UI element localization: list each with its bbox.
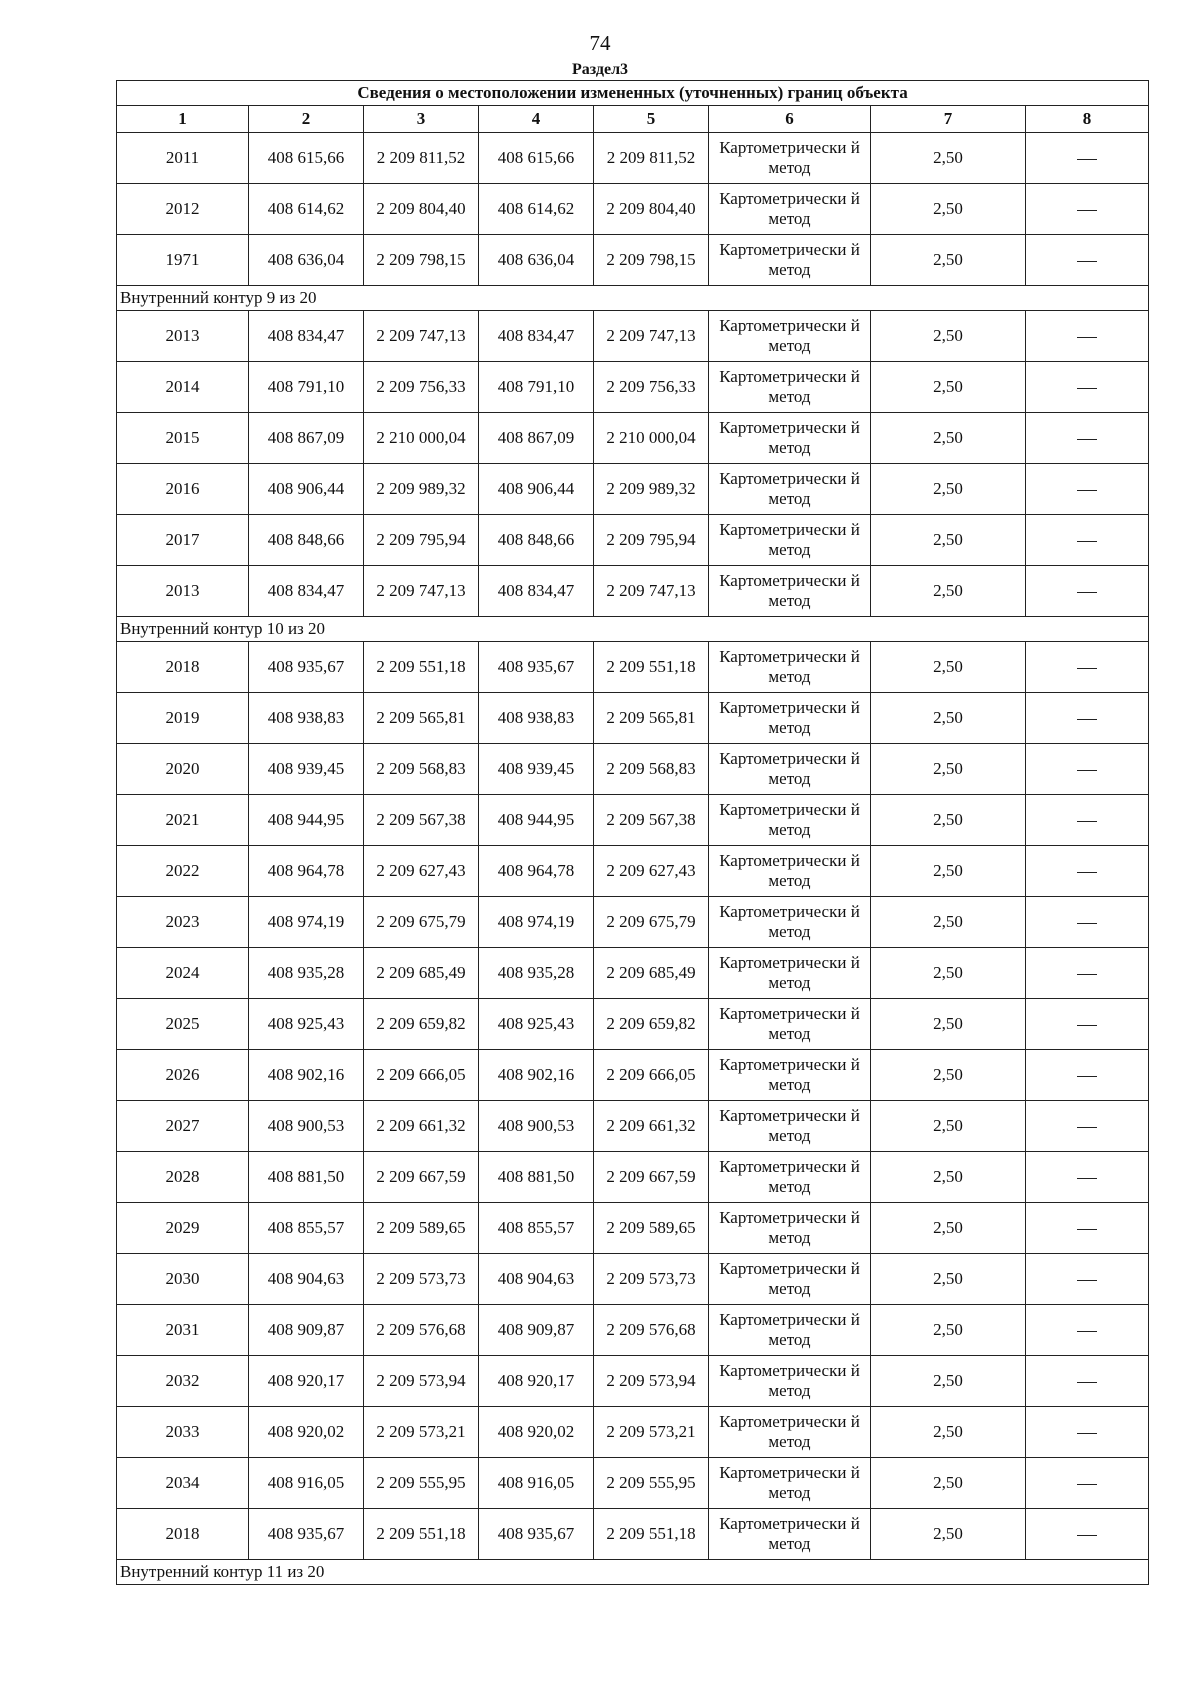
y-coordinate-cell: 2 209 567,38 (594, 795, 709, 846)
description-cell (1026, 1101, 1149, 1152)
y-coordinate-cell: 2 209 565,81 (364, 693, 479, 744)
y-coordinate-cell: 2 209 667,59 (364, 1152, 479, 1203)
contour-label-row (117, 617, 1149, 642)
x-coordinate-cell: 408 964,78 (249, 846, 364, 897)
x-coordinate-cell: 408 848,66 (249, 515, 364, 566)
x-coordinate-cell: 408 881,50 (249, 1152, 364, 1203)
point-number-cell: 2033 (117, 1407, 249, 1458)
table-row (117, 1509, 1149, 1560)
contour-label: Внутренний контур 10 из 20 (117, 617, 1149, 642)
table-row (117, 948, 1149, 999)
x-coordinate-cell: 408 848,66 (479, 515, 594, 566)
table-row (117, 133, 1149, 184)
point-number-cell: 2012 (117, 184, 249, 235)
point-number-cell: 2013 (117, 311, 249, 362)
dash-mark (1077, 388, 1097, 389)
x-coordinate-cell: 408 902,16 (479, 1050, 594, 1101)
method-cell: Картометрически й метод (709, 1407, 871, 1458)
x-coordinate-cell: 408 920,17 (249, 1356, 364, 1407)
x-coordinate-cell: 408 935,28 (249, 948, 364, 999)
table-row (117, 413, 1149, 464)
y-coordinate-cell: 2 209 811,52 (594, 133, 709, 184)
dash-mark (1077, 1382, 1097, 1383)
x-coordinate-cell: 408 855,57 (249, 1203, 364, 1254)
y-coordinate-cell: 2 209 756,33 (594, 362, 709, 413)
description-cell (1026, 1407, 1149, 1458)
description-cell (1026, 362, 1149, 413)
point-number-cell: 2022 (117, 846, 249, 897)
y-coordinate-cell: 2 209 989,32 (594, 464, 709, 515)
accuracy-cell: 2,50 (871, 515, 1026, 566)
point-number-cell: 2018 (117, 642, 249, 693)
y-coordinate-cell: 2 209 666,05 (594, 1050, 709, 1101)
column-number: 6 (709, 106, 871, 133)
dash-mark (1077, 337, 1097, 338)
x-coordinate-cell: 408 939,45 (479, 744, 594, 795)
accuracy-cell: 2,50 (871, 413, 1026, 464)
x-coordinate-cell: 408 916,05 (479, 1458, 594, 1509)
x-coordinate-cell: 408 904,63 (249, 1254, 364, 1305)
point-number-cell: 2016 (117, 464, 249, 515)
description-cell (1026, 693, 1149, 744)
description-cell (1026, 1203, 1149, 1254)
y-coordinate-cell: 2 209 565,81 (594, 693, 709, 744)
x-coordinate-cell: 408 920,17 (479, 1356, 594, 1407)
point-number-cell: 2023 (117, 897, 249, 948)
x-coordinate-cell: 408 935,28 (479, 948, 594, 999)
dash-mark (1077, 719, 1097, 720)
method-cell: Картометрически й метод (709, 846, 871, 897)
accuracy-cell: 2,50 (871, 846, 1026, 897)
dash-mark (1077, 974, 1097, 975)
y-coordinate-cell: 2 209 551,18 (594, 1509, 709, 1560)
dash-mark (1077, 1535, 1097, 1536)
method-cell: Картометрически й метод (709, 1509, 871, 1560)
method-cell: Картометрически й метод (709, 999, 871, 1050)
accuracy-cell: 2,50 (871, 1254, 1026, 1305)
table-row (117, 693, 1149, 744)
y-coordinate-cell: 2 209 589,65 (594, 1203, 709, 1254)
x-coordinate-cell: 408 925,43 (249, 999, 364, 1050)
accuracy-cell: 2,50 (871, 693, 1026, 744)
y-coordinate-cell: 2 209 661,32 (594, 1101, 709, 1152)
table-row (117, 515, 1149, 566)
accuracy-cell: 2,50 (871, 311, 1026, 362)
x-coordinate-cell: 408 900,53 (479, 1101, 594, 1152)
dash-mark (1077, 1484, 1097, 1485)
y-coordinate-cell: 2 209 576,68 (594, 1305, 709, 1356)
dash-mark (1077, 159, 1097, 160)
x-coordinate-cell: 408 834,47 (249, 566, 364, 617)
x-coordinate-cell: 408 906,44 (479, 464, 594, 515)
method-cell: Картометрически й метод (709, 184, 871, 235)
description-cell (1026, 1254, 1149, 1305)
x-coordinate-cell: 408 881,50 (479, 1152, 594, 1203)
table-row (117, 1203, 1149, 1254)
x-coordinate-cell: 408 867,09 (249, 413, 364, 464)
x-coordinate-cell: 408 834,47 (479, 566, 594, 617)
point-number-cell: 2029 (117, 1203, 249, 1254)
x-coordinate-cell: 408 974,19 (479, 897, 594, 948)
boundary-coordinates-table (116, 80, 1149, 1585)
y-coordinate-cell: 2 209 567,38 (364, 795, 479, 846)
accuracy-cell: 2,50 (871, 184, 1026, 235)
dash-mark (1077, 261, 1097, 262)
method-cell: Картометрически й метод (709, 1254, 871, 1305)
accuracy-cell: 2,50 (871, 1305, 1026, 1356)
description-cell (1026, 235, 1149, 286)
point-number-cell: 2024 (117, 948, 249, 999)
dash-mark (1077, 1076, 1097, 1077)
x-coordinate-cell: 408 938,83 (249, 693, 364, 744)
x-coordinate-cell: 408 920,02 (479, 1407, 594, 1458)
method-cell: Картометрически й метод (709, 566, 871, 617)
y-coordinate-cell: 2 209 568,83 (594, 744, 709, 795)
description-cell (1026, 846, 1149, 897)
dash-mark (1077, 1025, 1097, 1026)
accuracy-cell: 2,50 (871, 1101, 1026, 1152)
y-coordinate-cell: 2 209 747,13 (364, 311, 479, 362)
point-number-cell: 2014 (117, 362, 249, 413)
method-cell: Картометрически й метод (709, 948, 871, 999)
y-coordinate-cell: 2 209 573,73 (594, 1254, 709, 1305)
dash-mark (1077, 872, 1097, 873)
accuracy-cell: 2,50 (871, 1152, 1026, 1203)
accuracy-cell: 2,50 (871, 1203, 1026, 1254)
point-number-cell: 2017 (117, 515, 249, 566)
description-cell (1026, 1356, 1149, 1407)
accuracy-cell: 2,50 (871, 566, 1026, 617)
dash-mark (1077, 821, 1097, 822)
column-number: 1 (117, 106, 249, 133)
section-title: Раздел3 (571, 61, 629, 78)
y-coordinate-cell: 2 209 675,79 (594, 897, 709, 948)
y-coordinate-cell: 2 209 666,05 (364, 1050, 479, 1101)
y-coordinate-cell: 2 209 573,21 (594, 1407, 709, 1458)
y-coordinate-cell: 2 209 811,52 (364, 133, 479, 184)
contour-label: Внутренний контур 9 из 20 (117, 286, 1149, 311)
x-coordinate-cell: 408 900,53 (249, 1101, 364, 1152)
x-coordinate-cell: 408 834,47 (249, 311, 364, 362)
y-coordinate-cell: 2 209 555,95 (594, 1458, 709, 1509)
point-number-cell: 2032 (117, 1356, 249, 1407)
column-number-row (117, 106, 1149, 133)
x-coordinate-cell: 408 920,02 (249, 1407, 364, 1458)
y-coordinate-cell: 2 209 667,59 (594, 1152, 709, 1203)
table-row (117, 1356, 1149, 1407)
description-cell (1026, 795, 1149, 846)
x-coordinate-cell: 408 909,87 (249, 1305, 364, 1356)
point-number-cell: 1971 (117, 235, 249, 286)
dash-mark (1077, 439, 1097, 440)
table-row (117, 795, 1149, 846)
point-number-cell: 2034 (117, 1458, 249, 1509)
description-cell (1026, 566, 1149, 617)
point-number-cell: 2019 (117, 693, 249, 744)
method-cell: Картометрически й метод (709, 133, 871, 184)
x-coordinate-cell: 408 636,04 (479, 235, 594, 286)
y-coordinate-cell: 2 209 747,13 (594, 311, 709, 362)
accuracy-cell: 2,50 (871, 642, 1026, 693)
y-coordinate-cell: 2 210 000,04 (594, 413, 709, 464)
accuracy-cell: 2,50 (871, 464, 1026, 515)
dash-mark (1077, 1280, 1097, 1281)
accuracy-cell: 2,50 (871, 1509, 1026, 1560)
y-coordinate-cell: 2 209 756,33 (364, 362, 479, 413)
x-coordinate-cell: 408 867,09 (479, 413, 594, 464)
accuracy-cell: 2,50 (871, 1050, 1026, 1101)
y-coordinate-cell: 2 209 573,21 (364, 1407, 479, 1458)
table-row (117, 1152, 1149, 1203)
x-coordinate-cell: 408 855,57 (479, 1203, 594, 1254)
point-number-cell: 2027 (117, 1101, 249, 1152)
y-coordinate-cell: 2 209 573,73 (364, 1254, 479, 1305)
table-row (117, 184, 1149, 235)
accuracy-cell: 2,50 (871, 235, 1026, 286)
dash-mark (1077, 210, 1097, 211)
method-cell: Картометрически й метод (709, 744, 871, 795)
dash-mark (1077, 1127, 1097, 1128)
table-row (117, 897, 1149, 948)
y-coordinate-cell: 2 209 551,18 (364, 1509, 479, 1560)
dash-mark (1077, 1178, 1097, 1179)
y-coordinate-cell: 2 209 659,82 (594, 999, 709, 1050)
y-coordinate-cell: 2 209 747,13 (364, 566, 479, 617)
page-number: 74 (589, 31, 611, 55)
contour-label-row (117, 1560, 1149, 1585)
dash-mark (1077, 668, 1097, 669)
description-cell (1026, 948, 1149, 999)
y-coordinate-cell: 2 209 798,15 (364, 235, 479, 286)
table-row (117, 1050, 1149, 1101)
y-coordinate-cell: 2 209 804,40 (364, 184, 479, 235)
x-coordinate-cell: 408 935,67 (479, 642, 594, 693)
method-cell: Картометрически й метод (709, 1356, 871, 1407)
table-row (117, 311, 1149, 362)
y-coordinate-cell: 2 209 589,65 (364, 1203, 479, 1254)
point-number-cell: 2025 (117, 999, 249, 1050)
dash-mark (1077, 1229, 1097, 1230)
point-number-cell: 2020 (117, 744, 249, 795)
accuracy-cell: 2,50 (871, 362, 1026, 413)
table-caption: Сведения о местоположении измененных (уточненных) границ объекта (117, 81, 1149, 106)
point-number-cell: 2031 (117, 1305, 249, 1356)
y-coordinate-cell: 2 209 573,94 (364, 1356, 479, 1407)
table-row (117, 464, 1149, 515)
y-coordinate-cell: 2 209 685,49 (364, 948, 479, 999)
point-number-cell: 2026 (117, 1050, 249, 1101)
method-cell: Картометрически й метод (709, 1050, 871, 1101)
y-coordinate-cell: 2 209 795,94 (364, 515, 479, 566)
dash-mark (1077, 923, 1097, 924)
y-coordinate-cell: 2 209 675,79 (364, 897, 479, 948)
table-row (117, 642, 1149, 693)
x-coordinate-cell: 408 636,04 (249, 235, 364, 286)
accuracy-cell: 2,50 (871, 948, 1026, 999)
x-coordinate-cell: 408 935,67 (479, 1509, 594, 1560)
x-coordinate-cell: 408 791,10 (249, 362, 364, 413)
accuracy-cell: 2,50 (871, 1407, 1026, 1458)
x-coordinate-cell: 408 904,63 (479, 1254, 594, 1305)
dash-mark (1077, 592, 1097, 593)
table-row (117, 362, 1149, 413)
method-cell: Картометрически й метод (709, 235, 871, 286)
x-coordinate-cell: 408 909,87 (479, 1305, 594, 1356)
x-coordinate-cell: 408 834,47 (479, 311, 594, 362)
method-cell: Картометрически й метод (709, 1458, 871, 1509)
x-coordinate-cell: 408 906,44 (249, 464, 364, 515)
y-coordinate-cell: 2 209 685,49 (594, 948, 709, 999)
x-coordinate-cell: 408 938,83 (479, 693, 594, 744)
method-cell: Картометрически й метод (709, 515, 871, 566)
y-coordinate-cell: 2 209 989,32 (364, 464, 479, 515)
dash-mark (1077, 770, 1097, 771)
y-coordinate-cell: 2 209 573,94 (594, 1356, 709, 1407)
y-coordinate-cell: 2 209 551,18 (364, 642, 479, 693)
table-row (117, 1101, 1149, 1152)
y-coordinate-cell: 2 209 627,43 (594, 846, 709, 897)
table-row (117, 1254, 1149, 1305)
description-cell (1026, 642, 1149, 693)
method-cell: Картометрически й метод (709, 311, 871, 362)
point-number-cell: 2011 (117, 133, 249, 184)
description-cell (1026, 184, 1149, 235)
table-row (117, 846, 1149, 897)
x-coordinate-cell: 408 615,66 (479, 133, 594, 184)
description-cell (1026, 1305, 1149, 1356)
table-row (117, 566, 1149, 617)
y-coordinate-cell: 2 209 747,13 (594, 566, 709, 617)
y-coordinate-cell: 2 209 555,95 (364, 1458, 479, 1509)
column-number: 5 (594, 106, 709, 133)
column-number: 8 (1026, 106, 1149, 133)
y-coordinate-cell: 2 210 000,04 (364, 413, 479, 464)
y-coordinate-cell: 2 209 795,94 (594, 515, 709, 566)
column-number: 2 (249, 106, 364, 133)
table-body (117, 133, 1149, 1585)
point-number-cell: 2030 (117, 1254, 249, 1305)
method-cell: Картометрически й метод (709, 897, 871, 948)
method-cell: Картометрически й метод (709, 1305, 871, 1356)
description-cell (1026, 413, 1149, 464)
y-coordinate-cell: 2 209 798,15 (594, 235, 709, 286)
y-coordinate-cell: 2 209 576,68 (364, 1305, 479, 1356)
accuracy-cell: 2,50 (871, 1356, 1026, 1407)
x-coordinate-cell: 408 791,10 (479, 362, 594, 413)
method-cell: Картометрически й метод (709, 795, 871, 846)
x-coordinate-cell: 408 935,67 (249, 1509, 364, 1560)
description-cell (1026, 1509, 1149, 1560)
method-cell: Картометрически й метод (709, 1101, 871, 1152)
x-coordinate-cell: 408 902,16 (249, 1050, 364, 1101)
x-coordinate-cell: 408 944,95 (479, 795, 594, 846)
accuracy-cell: 2,50 (871, 795, 1026, 846)
x-coordinate-cell: 408 935,67 (249, 642, 364, 693)
table-row (117, 1305, 1149, 1356)
column-number: 7 (871, 106, 1026, 133)
method-cell: Картометрически й метод (709, 464, 871, 515)
y-coordinate-cell: 2 209 627,43 (364, 846, 479, 897)
dash-mark (1077, 1331, 1097, 1332)
contour-label-row (117, 286, 1149, 311)
accuracy-cell: 2,50 (871, 133, 1026, 184)
point-number-cell: 2015 (117, 413, 249, 464)
description-cell (1026, 311, 1149, 362)
dash-mark (1077, 1433, 1097, 1434)
accuracy-cell: 2,50 (871, 999, 1026, 1050)
x-coordinate-cell: 408 964,78 (479, 846, 594, 897)
x-coordinate-cell: 408 615,66 (249, 133, 364, 184)
method-cell: Картометрически й метод (709, 693, 871, 744)
description-cell (1026, 133, 1149, 184)
contour-label: Внутренний контур 11 из 20 (117, 1560, 1149, 1585)
point-number-cell: 2018 (117, 1509, 249, 1560)
accuracy-cell: 2,50 (871, 744, 1026, 795)
method-cell: Картометрически й метод (709, 1152, 871, 1203)
point-number-cell: 2028 (117, 1152, 249, 1203)
dash-mark (1077, 541, 1097, 542)
point-number-cell: 2021 (117, 795, 249, 846)
x-coordinate-cell: 408 925,43 (479, 999, 594, 1050)
description-cell (1026, 1458, 1149, 1509)
description-cell (1026, 1152, 1149, 1203)
x-coordinate-cell: 408 614,62 (479, 184, 594, 235)
y-coordinate-cell: 2 209 661,32 (364, 1101, 479, 1152)
table-row (117, 744, 1149, 795)
y-coordinate-cell: 2 209 551,18 (594, 642, 709, 693)
description-cell (1026, 1050, 1149, 1101)
method-cell: Картометрически й метод (709, 1203, 871, 1254)
description-cell (1026, 897, 1149, 948)
point-number-cell: 2013 (117, 566, 249, 617)
y-coordinate-cell: 2 209 659,82 (364, 999, 479, 1050)
description-cell (1026, 464, 1149, 515)
accuracy-cell: 2,50 (871, 897, 1026, 948)
method-cell: Картометрически й метод (709, 642, 871, 693)
column-number: 4 (479, 106, 594, 133)
x-coordinate-cell: 408 944,95 (249, 795, 364, 846)
x-coordinate-cell: 408 939,45 (249, 744, 364, 795)
table-row (117, 999, 1149, 1050)
dash-mark (1077, 490, 1097, 491)
x-coordinate-cell: 408 614,62 (249, 184, 364, 235)
y-coordinate-cell: 2 209 804,40 (594, 184, 709, 235)
x-coordinate-cell: 408 974,19 (249, 897, 364, 948)
y-coordinate-cell: 2 209 568,83 (364, 744, 479, 795)
table-row (117, 1458, 1149, 1509)
table-row (117, 235, 1149, 286)
description-cell (1026, 744, 1149, 795)
table-row (117, 1407, 1149, 1458)
column-number: 3 (364, 106, 479, 133)
method-cell: Картометрически й метод (709, 362, 871, 413)
x-coordinate-cell: 408 916,05 (249, 1458, 364, 1509)
accuracy-cell: 2,50 (871, 1458, 1026, 1509)
description-cell (1026, 999, 1149, 1050)
description-cell (1026, 515, 1149, 566)
method-cell: Картометрически й метод (709, 413, 871, 464)
